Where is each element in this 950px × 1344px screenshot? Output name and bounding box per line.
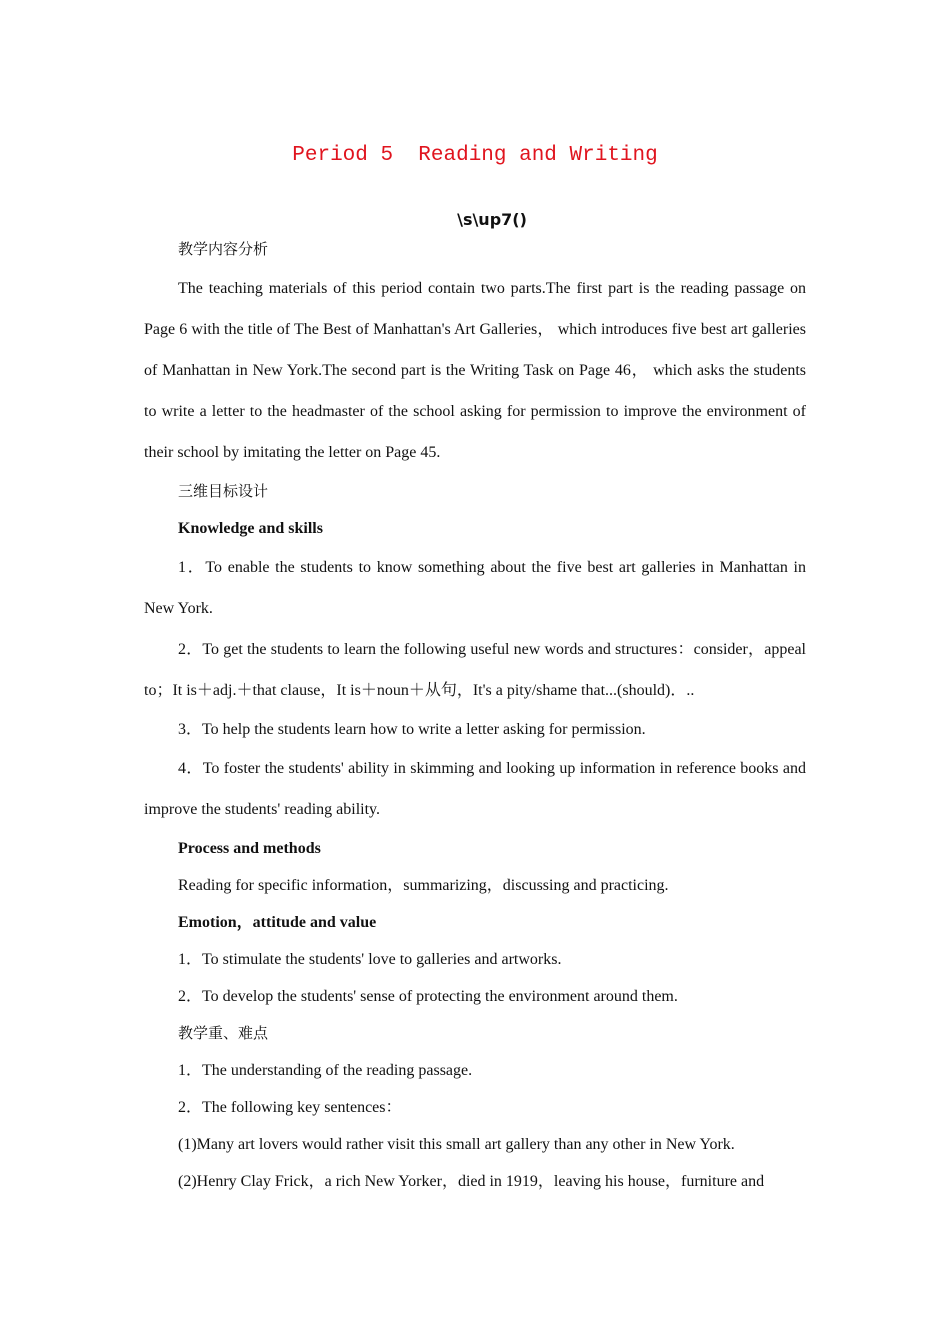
key-point-1: 1．The understanding of the reading passage. [178,1062,473,1079]
section-heading-key-points: 教学重、难点 [178,1024,269,1042]
knowledge-item-2: 2．To get the students to learn the following useful new words and structures：consider，appeal to；It is＋adj.＋that clause，It is＋noun＋从句，It's a pity/shame that...(should)．.. [144,641,806,699]
key-sentence-1: (1)Many art lovers would rather visit this small art gallery than any other in New York. [178,1136,735,1153]
field-code-text: \s\up7() [457,210,527,229]
key-sentence-2: (2)Henry Clay Frick，a rich New Yorker，died in 1919，leaving his house，furniture and [178,1173,765,1190]
knowledge-item-3: 3．To help the students learn how to write a letter asking for permission. [178,721,646,738]
subheading-process-methods: Process and methods [178,840,321,857]
subheading-emotion-attitude-value: Emotion，attitude and value [178,914,377,931]
section-heading-analysis: 教学内容分析 [178,240,269,258]
document-body [144,231,806,1200]
knowledge-item-1: 1．To enable the students to know something about the five best art galleries in Manhattan in New York. [144,559,807,617]
intro-paragraph: The teaching materials of this period contain two parts.The first part is the reading passage on Page 6 with the title of The Best of Manhattan's Art Galleries， which introduces five best art galleries of Manhattan in New York.The second part is the Writing Task on Page 46， which asks the students to write a letter to the headmaster of the school asking for permission to improve the environment of their school by imitating the letter on Page 45. [144,280,806,461]
document-title: Period 5 Reading and Writing [292,144,658,167]
key-point-2: 2．The following key sentences： [178,1099,402,1116]
section-heading-objectives: 三维目标设计 [178,482,269,500]
emotion-item-2: 2．To develop the students' sense of protecting the environment around them. [178,988,678,1005]
knowledge-item-4: 4．To foster the students' ability in skimming and looking up information in reference books and improve the students' reading ability. [144,760,806,818]
process-item-1: Reading for specific information，summarizing，discussing and practicing. [178,877,669,894]
emotion-item-1: 1．To stimulate the students' love to galleries and artworks. [178,951,562,968]
subheading-knowledge-skills: Knowledge and skills [178,520,323,537]
